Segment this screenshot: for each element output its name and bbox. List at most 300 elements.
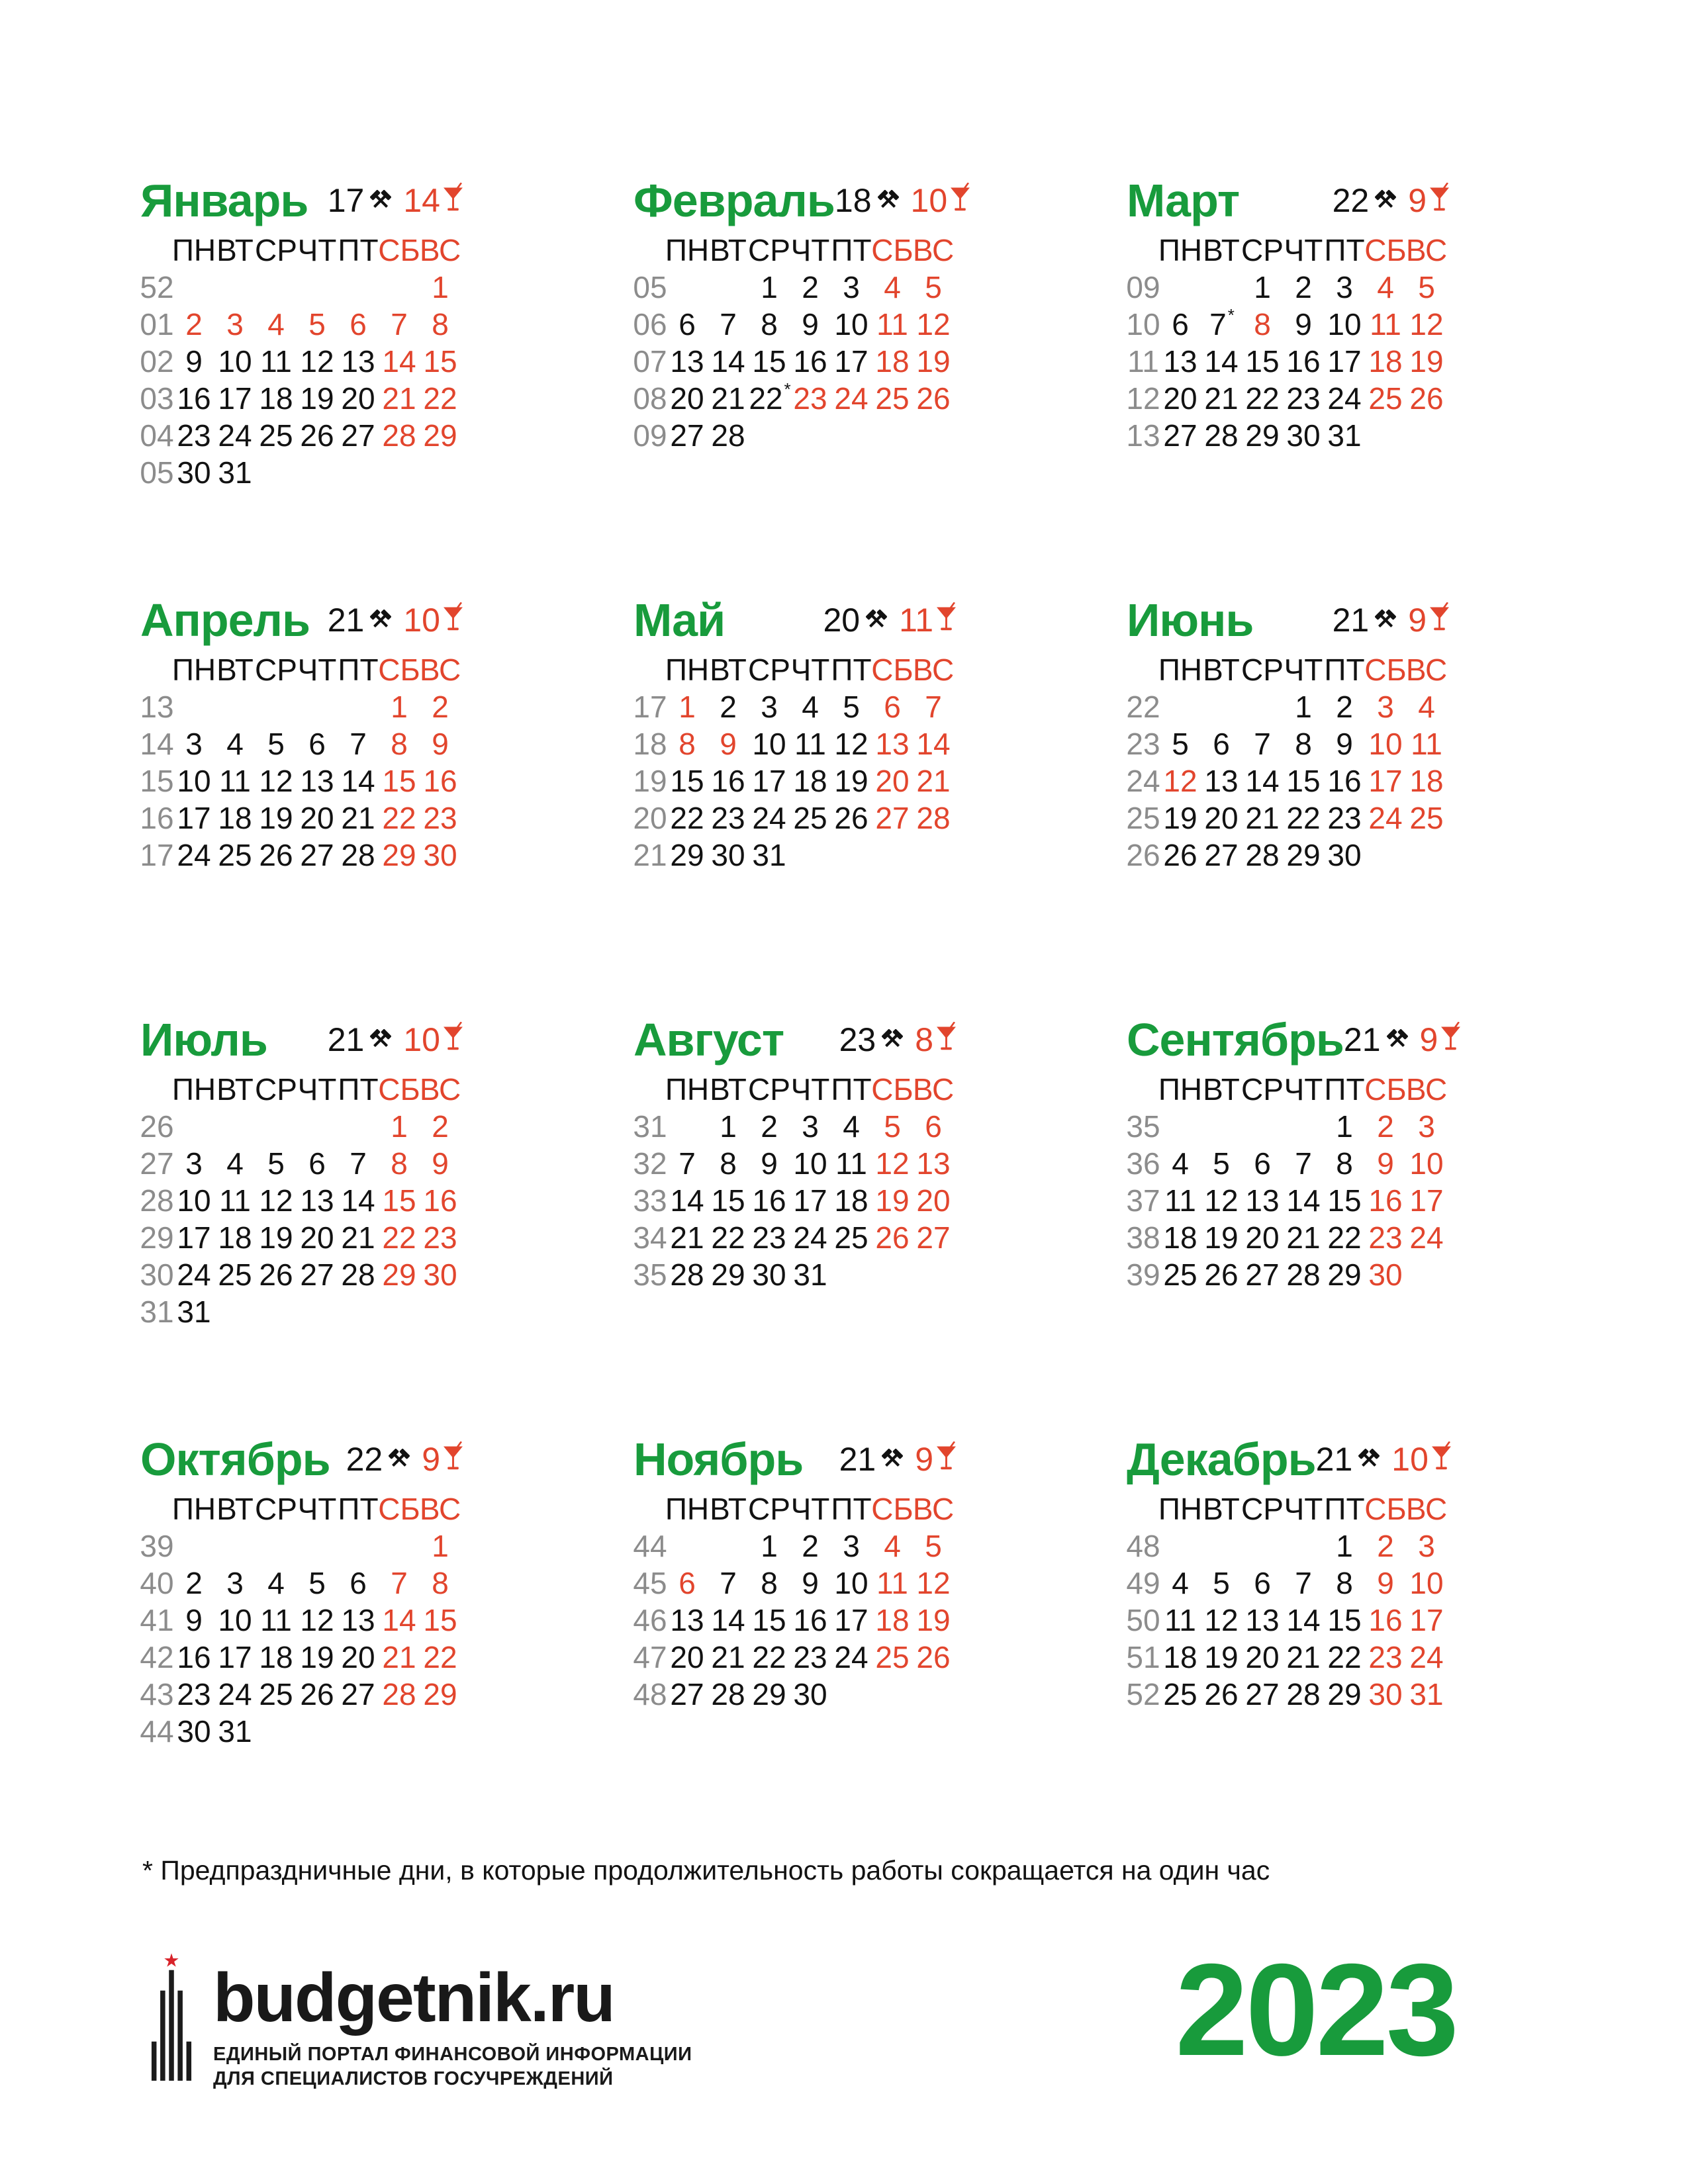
day-cell: 26 [300,418,334,453]
day-cell: 28 [382,418,416,453]
day-cell: 17 [834,344,868,379]
day-cell: 12 [834,727,868,761]
day-cell: 18 [793,764,827,798]
week-number: 28 [140,1183,174,1218]
day-cell: 16 [711,764,745,798]
logo-block [151,1951,692,2091]
crossed-hammers-icon [875,187,902,214]
day-cell: 31 [218,1714,252,1749]
restdays-count: 9 [1408,182,1427,219]
weekday-header: ВТ [710,1492,747,1526]
weekday-header: СР [1241,653,1284,687]
day-cell: 19 [259,801,293,835]
day-cell: 6 [884,690,901,724]
day-cell: 23 [1368,1220,1403,1255]
day-cell: 14 [382,344,416,379]
day-cell: 29 [423,418,457,453]
weekday-header: ВТ [216,653,254,687]
weekday-header: СР [748,1072,790,1107]
day-cell: 9 [432,727,449,761]
day-cell: 2 [1377,1109,1394,1144]
day-cell: 18 [218,1220,252,1255]
day-cell: 7 * [1209,305,1235,341]
day-cell [256,1293,297,1330]
month [1127,1009,1450,1333]
day-cell: 3 [761,690,778,724]
day-cell: 28 [1245,838,1280,872]
day-cell: 10 [1409,1566,1444,1600]
day-cell: 26 [1163,838,1197,872]
day-cell: 2 [761,1109,778,1144]
cocktail-glass-icon [1440,1022,1461,1052]
day-cell: 27 [341,418,375,453]
month-counters [1344,1023,1461,1056]
day-cell [831,417,872,454]
day-cell: 12 [916,1566,951,1600]
day-cell: 15 [1327,1183,1362,1218]
week-number: 13 [140,690,174,724]
month-header [1127,169,1450,232]
day-cell: 9 [761,1146,778,1181]
day-cell: 23 [1327,801,1362,835]
day-cell: 29 [1327,1257,1362,1292]
day-cell [256,269,297,306]
day-cell: 30 [793,1677,827,1711]
day-cell: 9 [185,344,203,379]
month [633,1428,957,1752]
month-grid [633,232,957,454]
day-cell: 9 [1336,727,1353,761]
weekday-header: ВС [1405,233,1448,267]
week-number: 17 [633,690,667,724]
day-cell: 7 [1254,727,1271,761]
day-cell: 21 [711,1640,745,1674]
day-cell: 30 [1368,1677,1403,1711]
day-cell [173,1527,214,1565]
week-number: 18 [633,727,667,761]
month [633,169,957,494]
day-cell: 4 [843,1109,860,1144]
restdays-count: 11 [899,602,933,639]
month-title: Август [633,1014,784,1066]
day-cell: 4 [1418,690,1435,724]
day-cell: 31 [1409,1677,1444,1711]
day-cell [1283,1108,1324,1145]
day-cell: 26 [300,1677,334,1711]
day-cell: 7 [350,727,367,761]
day-cell: 16 [793,1603,827,1637]
day-cell: 28 [711,1677,745,1711]
cocktail-glass-icon [1429,183,1450,213]
week-number: 09 [633,418,667,453]
weekday-header: СР [748,1492,790,1526]
restdays-count: 9 [915,1441,933,1478]
day-cell [297,1293,338,1330]
day-cell: 15 [1286,764,1321,798]
grid-corner [1127,651,1160,688]
day-cell: 6 [308,727,326,761]
day-cell: 21 [1204,381,1239,416]
weekday-header: ЧТ [790,653,830,687]
month [140,1009,463,1333]
day-cell: 24 [218,1677,252,1711]
day-cell: 17 [1368,764,1403,798]
day-cell [256,688,297,725]
workdays-count: 21 [839,1441,876,1478]
day-cell [338,1293,379,1330]
day-cell: 27 [1163,418,1197,453]
day-cell: 17 [177,1220,211,1255]
day-cell: 21 [341,1220,375,1255]
day-cell: 24 [1368,801,1403,835]
day-cell: 4 [884,1529,901,1563]
week-number: 34 [633,1220,667,1255]
day-cell [1201,1527,1242,1565]
weekday-header: ЧТ [790,1072,830,1107]
week-number: 25 [1126,801,1160,835]
day-cell: 24 [793,1220,827,1255]
day-cell: 23 [752,1220,786,1255]
day-cell: 5 [308,1566,326,1600]
day-cell: 11 [260,344,292,379]
day-cell: 4 [267,307,285,341]
day-cell: 23 [177,1677,211,1711]
day-cell: 11 [1164,1603,1196,1637]
week-number: 29 [140,1220,174,1255]
week-number: 40 [140,1566,174,1600]
weekday-header: ЧТ [1284,1072,1323,1107]
day-cell [256,1108,297,1145]
workdays-count: 17 [327,182,365,219]
day-cell: 29 [711,1257,745,1292]
weekday-header: ПТ [1324,233,1365,267]
day-cell: 21 [382,1640,416,1674]
day-cell [872,417,913,454]
day-cell: 24 [1409,1220,1444,1255]
day-cell: 6 [679,307,696,341]
day-cell: 8 [679,727,696,761]
week-number: 39 [140,1529,174,1563]
day-cell: 24 [177,1257,211,1292]
crossed-hammers-icon [879,1446,906,1473]
week-number: 22 [1126,690,1160,724]
month-grid [633,1071,957,1293]
week-number: 10 [1126,307,1160,341]
day-cell [1406,1256,1447,1293]
day-cell: 9 [432,1146,449,1181]
day-cell: 28 [670,1257,704,1292]
week-number: 45 [633,1566,667,1600]
week-number: 05 [140,455,174,490]
day-cell: 21 [1286,1220,1321,1255]
day-cell: 19 [1163,801,1197,835]
month [140,1428,463,1752]
day-cell: 30 [711,838,745,872]
cocktail-glass-icon [936,602,957,633]
weekday-header: ПТ [1324,653,1365,687]
weekday-header: СБ [378,233,420,267]
week-number: 48 [633,1677,667,1711]
weekday-header: ЧТ [297,653,337,687]
week-number: 13 [1126,418,1160,453]
day-cell: 5 [1172,727,1189,761]
cocktail-glass-icon [950,183,970,213]
day-cell: 22 [1327,1220,1362,1255]
month-header [1127,1428,1450,1490]
day-cell: 29 [1327,1677,1362,1711]
day-cell: 24 [218,418,252,453]
day-cell: 13 [1204,764,1239,798]
day-cell: 17 [834,1603,868,1637]
day-cell [913,1256,954,1293]
day-cell: 3 [226,1566,244,1600]
day-cell: 18 [875,344,910,379]
day-cell: 18 [1409,764,1444,798]
month-title: Май [633,594,726,646]
weekday-header: ПН [1158,233,1203,267]
day-cell: 3 [185,727,203,761]
day-cell: 10 [1368,727,1403,761]
day-cell: 22 [1245,381,1280,416]
weekday-header: ЧТ [297,1072,337,1107]
day-cell: 20 [300,801,334,835]
day-cell [1160,1527,1201,1565]
day-cell: 14 [916,727,951,761]
day-cell: 18 [259,1640,293,1674]
day-cell [1242,1108,1283,1145]
weekday-header: ПН [665,1072,710,1107]
grid-corner [140,232,173,269]
day-cell [913,837,954,874]
weekday-header: ВТ [1203,1492,1240,1526]
day-cell: 22 [752,1640,786,1674]
day-cell: 3 [802,1109,819,1144]
day-cell [379,454,420,491]
week-number: 20 [633,801,667,835]
day-cell [297,269,338,306]
day-cell: 13 [1163,344,1197,379]
month-grid [633,1490,957,1713]
crossed-hammers-icon [1356,1446,1382,1473]
day-cell: 27 [875,801,910,835]
day-cell [913,417,954,454]
day-cell: 18 [1163,1220,1197,1255]
weekday-header: ПТ [1324,1492,1365,1526]
day-cell: 17 [1327,344,1362,379]
day-cell [831,1676,872,1713]
week-number: 37 [1126,1183,1160,1218]
day-cell: 17 [793,1183,827,1218]
brand-column [213,1951,692,2091]
day-cell: 26 [259,1257,293,1292]
day-cell: 5 [267,1146,285,1181]
day-cell: 18 [1163,1640,1197,1674]
week-number: 03 [140,381,174,416]
week-number: 17 [140,838,174,872]
day-cell [338,1527,379,1565]
day-cell: 9 [720,727,737,761]
day-cell: 11 [835,1146,867,1181]
day-cell: 21 [916,764,951,798]
weekday-header: ПТ [338,653,379,687]
week-number: 16 [140,801,174,835]
day-cell: 23 [423,1220,457,1255]
day-cell: 29 [670,838,704,872]
day-cell: 29 [382,1257,416,1292]
crossed-hammers-icon [367,607,394,633]
weekday-header: СР [255,653,297,687]
day-cell: 5 [1213,1146,1230,1181]
day-cell: 22 [423,381,457,416]
week-number: 23 [1126,727,1160,761]
day-cell: 12 [300,344,334,379]
weekday-header: ВС [912,1072,955,1107]
day-cell: 12 [916,307,951,341]
week-number: 08 [633,381,667,416]
month-title: Сентябрь [1127,1014,1344,1066]
day-cell: 25 [1409,801,1444,835]
day-cell: 10 [218,1603,252,1637]
day-cell: 27 [1245,1257,1280,1292]
day-cell: 30 [423,838,457,872]
day-cell: 14 [341,764,375,798]
weekday-header: ВТ [1203,653,1240,687]
day-cell: 16 [1368,1183,1403,1218]
weekday-header: ПН [665,233,710,267]
day-cell: 16 [1327,764,1362,798]
day-cell: 27 [670,1677,704,1711]
month [140,589,463,913]
day-cell: 8 [1336,1566,1353,1600]
week-number: 06 [633,307,667,341]
month-header [140,169,463,232]
day-cell: 28 [382,1677,416,1711]
day-cell: 6 [350,1566,367,1600]
day-cell: 9 [802,1566,819,1600]
weekday-header: ВТ [216,1072,254,1107]
day-cell: 31 [218,455,252,490]
day-cell: 13 [875,727,910,761]
day-cell: 25 [793,801,827,835]
week-number: 48 [1126,1529,1160,1563]
day-cell: 6 [350,307,367,341]
day-cell: 30 [177,1714,211,1749]
day-cell: 25 [218,1257,252,1292]
day-cell [256,1527,297,1565]
day-cell: 7 [391,307,408,341]
month-counters [1333,604,1450,637]
day-cell: 4 [802,690,819,724]
month-counters [839,1443,957,1476]
month-grid [140,1490,463,1750]
weekday-header: ПТ [338,1492,379,1526]
day-cell: 3 [843,1529,860,1563]
week-number: 11 [1127,344,1159,379]
day-cell: 24 [1409,1640,1444,1674]
week-number: 36 [1126,1146,1160,1181]
day-cell: 24 [834,1640,868,1674]
day-cell [338,269,379,306]
day-cell [1406,837,1447,874]
day-cell: 3 [1377,690,1394,724]
month-grid [140,651,463,874]
weekday-header: СБ [378,653,420,687]
month-grid [1127,1490,1450,1713]
day-cell: 3 [843,270,860,304]
restdays-count: 14 [403,182,440,219]
day-cell: 5 [1213,1566,1230,1600]
day-cell: 17 [1409,1183,1444,1218]
weekday-header: ПН [665,1492,710,1526]
day-cell: 23 [423,801,457,835]
weekday-header: ВС [1405,1492,1448,1526]
day-cell: 20 [1204,801,1239,835]
day-cell: 10 [218,344,252,379]
week-number: 52 [140,270,174,304]
month [633,589,957,913]
crossed-hammers-icon [1372,607,1399,633]
week-number: 43 [140,1677,174,1711]
day-cell [1160,269,1201,306]
workdays-count: 22 [346,1441,383,1478]
day-cell: 16 [793,344,827,379]
day-cell: 2 [1377,1529,1394,1563]
day-cell: 25 [1163,1677,1197,1711]
day-cell: 27 [300,1257,334,1292]
day-cell: 6 [308,1146,326,1181]
day-cell: 4 [226,727,244,761]
day-cell: 14 [1286,1183,1321,1218]
weekday-header: ВС [912,233,955,267]
day-cell: 20 [670,381,704,416]
day-cell: 4 [1377,270,1394,304]
day-cell: 2 [432,690,449,724]
weekday-header: СБ [378,1492,420,1526]
day-cell: 23 [793,381,827,416]
months-grid [140,169,1450,1752]
month-header [1127,1009,1450,1071]
week-number: 12 [1126,381,1160,416]
weekday-header: ВТ [710,653,747,687]
brand-text: budgetnik.ru [213,1960,614,2036]
day-cell [338,688,379,725]
day-cell: 1 [1295,690,1312,724]
day-cell [379,269,420,306]
day-cell: 13 [916,1146,951,1181]
day-cell: 12 [1204,1183,1239,1218]
day-cell: 13 [670,1603,704,1637]
day-cell: 23 [1368,1640,1403,1674]
day-cell: 25 [834,1220,868,1255]
day-cell: 23 [711,801,745,835]
week-number: 39 [1126,1257,1160,1292]
day-cell: 2 [185,307,203,341]
day-cell: 17 [1409,1603,1444,1637]
week-number: 05 [633,270,667,304]
weekday-header: ПТ [338,233,379,267]
day-cell [214,688,256,725]
brand-tagline [213,2042,692,2091]
weekday-header: ВС [1405,1072,1448,1107]
weekday-header: ПТ [338,1072,379,1107]
week-number: 46 [633,1603,667,1637]
weekday-header: ВТ [216,233,254,267]
day-cell: 20 [875,764,910,798]
day-cell: 1 [432,1529,449,1563]
weekday-header: СБ [1364,1072,1407,1107]
day-cell: 10 [1409,1146,1444,1181]
day-cell: 21 [670,1220,704,1255]
